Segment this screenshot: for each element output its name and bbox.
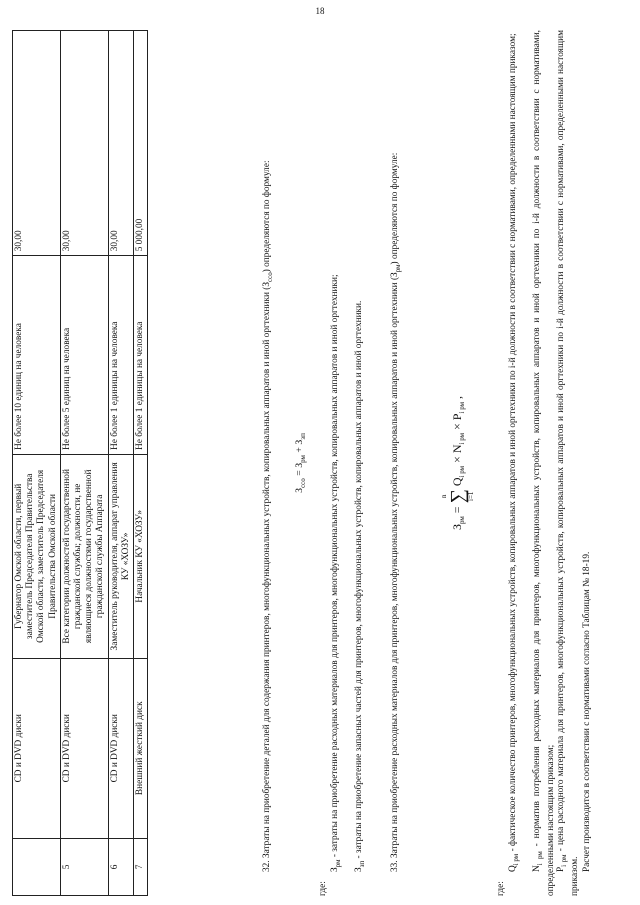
position-cell: Начальник КУ «ХОЗУ» — [134, 454, 148, 658]
row-number: 5 — [60, 838, 108, 895]
row-number: 7 — [134, 838, 148, 895]
where-label: где: — [318, 881, 328, 896]
price-cell: 5 000,00 — [134, 31, 148, 256]
page-number: 18 — [315, 6, 325, 16]
definition-n: $N_{i рм}$ - норматив потребления расходных материалов для принтеров, многофункциональных устройств, копировальных аппаратов и иной оргтехники по i-й должности в соответствии с нормативами, определенными настоящим приказом; — [532, 30, 557, 896]
calculation-note: Расчет производится в соответствии с нормативами согласно Таблицам № 18-19. — [582, 551, 592, 872]
table-row — [134, 31, 148, 896]
position-cell: Все категории должностей государственной гражданской службы; должности, не являющиеся должностями государственной гражданской службы Аппарата — [60, 454, 108, 658]
price-cell: 30,00 — [60, 31, 108, 256]
formula-32: $З_{сco} = З_{рм} + З_{зп}$ — [294, 433, 307, 493]
item-name: Внешний жесткий диск — [134, 658, 148, 838]
section-32-paragraph: 32. Затраты на приобретение деталей для содержания принтеров, многофункциональных устройств, копировальных аппаратов и иной оргтехники $(З_{сco})$ определяются по формуле: — [262, 160, 274, 872]
position-cell: Заместитель руководителя, аппарат управления КУ «ХОЗУ» — [108, 454, 133, 658]
definition-p: $P_{i рм}$ - цена расходного материала для принтеров, многофункциональных устройств, копировальных аппаратов и иной оргтехники по i-й должности в соответствии с нормативами, определенными настоящим приказом. — [556, 30, 581, 896]
section-33-paragraph: 33. Затраты на приобретение расходных материалов для принтеров, многофункциональных устройств, копировальных аппаратов и иной оргтехники $(З_{рм})$ определяются по формуле: — [390, 152, 402, 872]
price-cell: 30,00 — [108, 31, 133, 256]
price-cell: 30,00 — [13, 31, 61, 256]
item-name: CD и DVD диски — [13, 658, 61, 838]
position-cell: Губернатор Омской области, первый заместитель Председателя Правительства Омской области, заместитель Председателя Правительства Омской области — [13, 454, 61, 658]
item-name: CD и DVD диски — [60, 658, 108, 838]
definition-zrm: $З_{рм}$ - затраты на приобретение расходных материалов для принтеров, многофункциональных устройств, копировальных аппаратов и иной оргтехники; — [330, 274, 342, 872]
quantity-cell: Не более 5 единиц на человека — [60, 256, 108, 455]
row-number: 6 — [108, 838, 133, 895]
quantity-cell: Не более 1 единицы на человека — [108, 256, 133, 455]
table-row — [13, 31, 61, 896]
item-name: CD и DVD диски — [108, 658, 133, 838]
norms-table — [12, 30, 148, 896]
where-label-33: где: — [496, 881, 506, 896]
quantity-cell: Не более 1 единицы на человека — [134, 256, 148, 455]
rotated-content — [12, 10, 628, 896]
definition-zzp: $З_{зп}$ - затраты на приобретение запасных частей для принтеров, многофункциональных устройств, копировальных аппаратов и иной оргтехники. — [354, 300, 366, 872]
formula-33: $З_{рм}$ = n ∑ i=1 $Q_{i рм} \times N_{i рм} \times P_{i рм}$ , — [440, 395, 475, 531]
definition-q: $Q_{i рм}$ - фактическое количество принтеров, многофункциональных устройств, копировальных аппаратов и иной оргтехники по i-й должности в соответствии с нормативами, определенными настоящим приказом; — [508, 33, 520, 872]
table-row — [60, 31, 108, 896]
table-row — [108, 31, 133, 896]
row-number — [13, 838, 61, 895]
quantity-cell: Не более 10 единиц на человека — [13, 256, 61, 455]
